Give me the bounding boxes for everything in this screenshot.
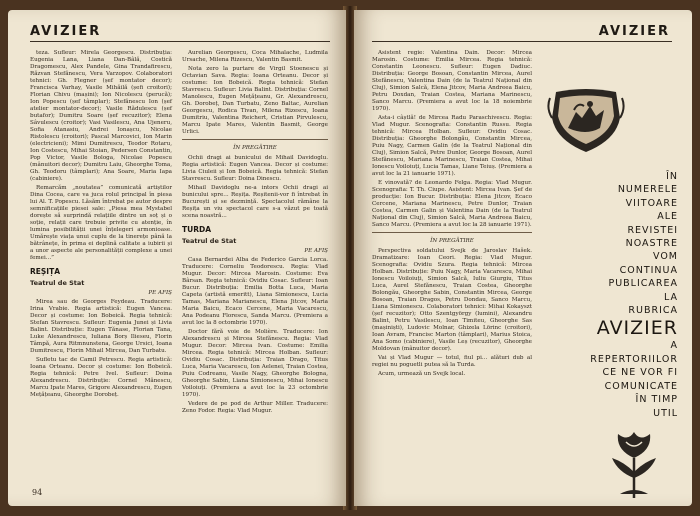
section-byline: PE AFIȘ <box>148 290 172 296</box>
paragraph: teza. Sufleur: Mirela Georgescu. Distribuția: Eugenia Lana, Liana Dan-Bâlă, Costică Dragomescu, Alex Pandele, Gina Trandafirescu, Răzvan Stefănescu, Vera Varzopov. Colaboratori tehnici: Gh. Flegner (șef montator decor); Francisca Varhay, Vasile Mihăilă (șefi croitori); Florian Chivu (mașini); Ion Nicolescu (perucă); Ion Popescu (șef tâmplar); Stefănescu Ion (șef atelier montator-decor); Vasile Rădulescu (șef butafor); Dumitru Soare (șef recuzitor); Elena Sâvulescu (croitor); Vasi Vasilescu, Ana Ujeneru, Sofia Atanasiu, Andrei Ionașcu, Nicolae Ristolescu (croitori); Pascal Marcovici, Ion Marin (electricieni); Mimi Dumitrescu, Teodor Rotaru, Ion Costescu, Mihai Stoian, Pedersen Constantin, Pop Victor, Vasile Bologa, Nicolae Popescu (mânuitori decor); Dumitru Laiu, Gheorghe Toma, Gh. Teodoru (tâmplari); Ana Soare, Maria Iapa (cabiniere). <box>30 50 172 182</box>
greek-vase-emblem-icon <box>546 88 626 154</box>
paragraph: Vedere de pe pod de Arthur Miller. Traducere: Zeno Fodor. Regia: Vlad Mugur. <box>182 401 328 414</box>
page-number: 94 <box>32 488 43 497</box>
paragraph: Aurelian Georgescu, Coca Mihalache, Ludmila Ursache, Milena Rizescu, Valentin Basmit. <box>182 50 328 63</box>
paragraph: Remarcăm „noutatea” comunicată artiștilor Dina Cocea, care va juca rolul principal în piesa lui Al. T. Popescu. Lăsăm întrebat pe autor despre semnificațiile piesei sale: „Piesa mea Mystabel dorește să surprindă relațiile dintre un soț și o soție, relații care trebuie privite cu atenție, în lumina posibilității unei înțelegeri armonioase. Umărește viața unui cuplu de la tinerețe până la bătrânețe, în prima ei deplină calitate a iubirii și a unor aspecte ale personalității complexe a unei femei...” <box>30 185 172 261</box>
promo-line: UTIL <box>653 407 678 419</box>
promo-line: ÎN TIMP <box>635 394 678 406</box>
promo-text <box>542 170 682 420</box>
promo-line: ALE <box>657 211 678 223</box>
right-page <box>354 10 692 506</box>
promo-line: CE NE VOR FI <box>602 367 678 379</box>
section-title-in-pregatire: ÎN PREGĂTIRE <box>233 145 277 151</box>
promo-line: NUMERELE <box>617 184 678 196</box>
promo-line: ÎN <box>666 171 678 182</box>
promo-box <box>542 88 682 506</box>
divider <box>372 232 532 233</box>
section-subheading: Teatrul de Stat <box>30 279 85 287</box>
section-heading-turda: TURDA <box>182 225 212 234</box>
paragraph: Vai și Vlad Mugur — totul, fiul pi... alături dub al regiei nu poguetli putea să la Turda. <box>372 355 532 368</box>
promo-line: REPERTORIILOR <box>590 353 678 365</box>
folk-tulip-ornament-icon <box>606 428 662 500</box>
paragraph: Ochii dragi ai bunicului de Mihail Davidoglu. Regia artistică: Eugen Vancea. Decor și costume: Livia Ciuleii și Ion Bobeică. Regia tehnică: Stefan Stavrescu. Sufleur: Doina Dinescu. <box>182 155 328 182</box>
divider <box>182 139 328 140</box>
promo-line: NOASTRE <box>625 238 678 250</box>
paragraph: Asta-i câștlă! de Mircea Radu Paraschivescu. Regia: Vlad Mugur. Scenografia: Constantin Russu. Regia tehnică: Mircea Holban. Sufleur: Ovidiu Cosac. Distribuția: Gheorghe Bolongău, Constantin Mircea, Puiu Nagy, Carmen Galin (de la Teatrul Național din Cluj), Simion Salcă, Petre Dunlor, George Bosoan, Aurel Stefănescu, Mariana Marinescu, Traian Costea, Mihai Ionescu Voiloiuți, Lucia Tamas, Liane Teiuș. (Premiera a avut loc la 21 ianuarie 1971). <box>372 115 532 177</box>
running-head-right: AVIZIER <box>598 24 670 39</box>
section-subheading: Teatrul de Stat <box>182 237 237 245</box>
promo-line: A <box>670 340 678 352</box>
paragraph: Nota zero la purtare de Virgil Stoenescu și Octavian Sava. Regia: Ioana Orteanu. Decor și costume: Ion Bobeică. Regia tehnică: Stefan Stavrescu. Sufleur: Livia Balint. Distribuția: Cornel Manolescu, Eugen Mețățeanu, Gr. Alexandrescu, Gh. Dorobeț, Dan Turbatu, Zeno Baltac, Aurelian Georgescu, Rodica Tivan, Milena Rizescu, Ioana Dumitriu, Valentina Reichert, Cristian Pirvulescu, Marcu Ipate Mares, Valentin Basmit, George Urlici. <box>182 66 328 135</box>
promo-line: CONTINUA <box>619 264 678 276</box>
right-column-1 <box>372 50 532 380</box>
promo-line: VIITOARE <box>625 197 678 209</box>
left-page <box>8 10 346 506</box>
paragraph: Acum, urmează un Svejk local. <box>378 371 466 377</box>
left-column-2 <box>182 50 328 417</box>
section-title-in-pregatire: ÎN PREGĂTIRE <box>430 238 474 244</box>
paragraph: Casa Bernardei Alba de Federico Garcia Lorca. Traducere: Corneliu Teodorescu. Regia: Vlad Mugur. Decor: Mircea Marosin. Costume: Eva Bârsan. Regia tehnică: Ovidiu Cosac. Sufleur: Ioan Bucur. Distribuția: Emilia Botta Luca, Maria Capeta (artistă emeritt), Liana Simionescu, Lucia Tamas, Mariana Marianescu, Elena Jitcov, Maria Maria Baicu, Ecaco Cercene, Maria Vacarescu, Ana Podeanu Florescu, Sanda Marcu. (Premiera a avut loc la 8 octombrie 1970). <box>182 257 328 326</box>
promo-title-avizier: AVIZIER <box>596 317 678 340</box>
section-byline: PE AFIȘ <box>304 248 328 254</box>
head-rule-left <box>30 41 330 42</box>
left-column-1 <box>30 50 172 401</box>
paragraph: Perspectiva soldatului Svejk de Jaroslav Hašek. Dramatizare: Ioan Ceori. Regia: Vlad Mugur. Scenografia: Ovidiu Szura. Regia tehnică: Mircea Holban. Distribuție: Puiu Nagy, Maria Vacarescu, Mihai Ionescu Voiloiuți, Simion Salcă, Iuliu Giurgiu, Titus Luca, Aurel Stefănescu, Traian Costea, Gheorghe Bolongău, Gheorghe Sabin, Constantin Mircea, George Bosoan, Traian Dragos, Petru Dondau, Sanco Marcu, Liana Simionescu. Colaboratori tehnici: Mihai Kokayszt (șef recuzitor); Otto Szentgyörgy (lumini), Alexandru Balint, Petru Vasilescu, Ioan Timiteu, Gheorghe Sas (mașiniști), Ludovic Molnar, Ghizela Lörinc (croitori), Ioan Avram, Francisc Marton (tâmplari), Marius Stoica, Ana Somo (cabiniere), Vasile Leș (recuzitor), Gheorghe Moldovan (mânuitor decor). <box>372 248 532 352</box>
promo-line: PUBLICAREA <box>608 278 678 290</box>
paragraph: Asistent regie: Valentina Dain. Decor: Mircea Marosin. Costume: Emilia Mircea. Regia tehnică: Constantin Leonescu. Sufleur: Eugen Dadiuc. Distribuția: George Bosoan, Constantin Mircea, Aurel Stefănescu, Valentina Dain (de la Teatrul Național din Cluj), Simion Salcă, Elena Jitcov, Maria Andreea Baicu, Petru Doxdan, Traian Costea, Mariana Marinescu, Sanco Marcu. (Premiera a avut loc la 18 noiembrie 1970). <box>372 50 532 112</box>
head-rule-right <box>372 41 672 42</box>
paragraph: Mirea sau de Georges Feydeau. Traducere: Irina Vrabie. Regia artistică: Eugen Vancea. Decor și costume: Ion Bobeică. Regia tehnică: Stefan Stavrescu. Sufleur: Eugenia Junei și Livia Balint. Distribuție: Eugen Tănase, Florian Tana, Luke Alexandrescu, Iuliana Borș Ilieseu, Florin Tâmpă, Aura Ritmnunstena, George Ursici, Ioana Dumitrescu, Florin Mihail Mircea, Dan Turbatu. <box>30 299 172 354</box>
paragraph: Sufletu tac de Camil Petrescu. Regia artistică: Ioana Orteanu. Decor și costume: Ion Bobeică. Regia tehnică: Petre Ivel. Sufleur: Doina Alexandrescu. Distribuție: Cornel Mănescu, Marcu Ipate Mares, Grigore Alexandrescu, Eugen Mețățeanu, Gheorghe Dorobeț. <box>30 357 172 398</box>
promo-line: REVISTEI <box>627 224 678 236</box>
paragraph: E vinovată? de Leonardo Felga. Regia: Vlad Mugur. Scenografia: T. Th. Ciupe. Asistent: Mircea Ivan. Șef de producție: Ion Bucur. Distribuția: Elena Jitcov, Ecaco Cercene, Mariana Marinescu, Petre Dunlor, Traian Costea, Carmen Galin și Valentina Dain (de la Teatrul Național din Cluj), Simion Salcă, Maria Andreea Baicu, Sanco Marcu. (Premiera a avut loc la 28 ianuarie 1971). <box>372 180 532 228</box>
paragraph: Doctor fără voie de Molière. Traducere: Ion Alexandrescu și Mircea Stefănescu. Regia: Vlad Mugur. Decor: Mircea Ivan. Costume: Emilia Mircea. Regia tehnică: Mircea Holban. Sufleur: Ovidiu Cosac. Distribuția: Traian Drago, Titus Luca, Maria Vacarescu, Ion Aelenei, Traian Costea, Puiu Codreanu, Vasile Nagy, Gheorghe Bologna, Gheorghe Sabin, Liana Simionescu, Mihai Ionescu Voiloiuți. (Premiera a avut loc la 23 octombrie 1970). <box>182 329 328 398</box>
promo-line: COMUNICATE <box>604 380 678 392</box>
promo-line: RUBRICA <box>628 305 678 317</box>
paragraph: Mihail Davidoglu ne-a intors Ochii dragi ai bunicului spre... Reșița. Reșitenii-vor fi întrebat în București și se dezmință. Spectacolul rămâne la Reșița un viu spectacol care s-a văzut pe toată scena noastră... <box>182 185 328 219</box>
running-head-left: AVIZIER <box>30 24 102 39</box>
section-heading-resita: REȘIȚA <box>30 267 61 276</box>
promo-line: VOM <box>652 251 678 263</box>
promo-line: LA <box>663 291 678 303</box>
